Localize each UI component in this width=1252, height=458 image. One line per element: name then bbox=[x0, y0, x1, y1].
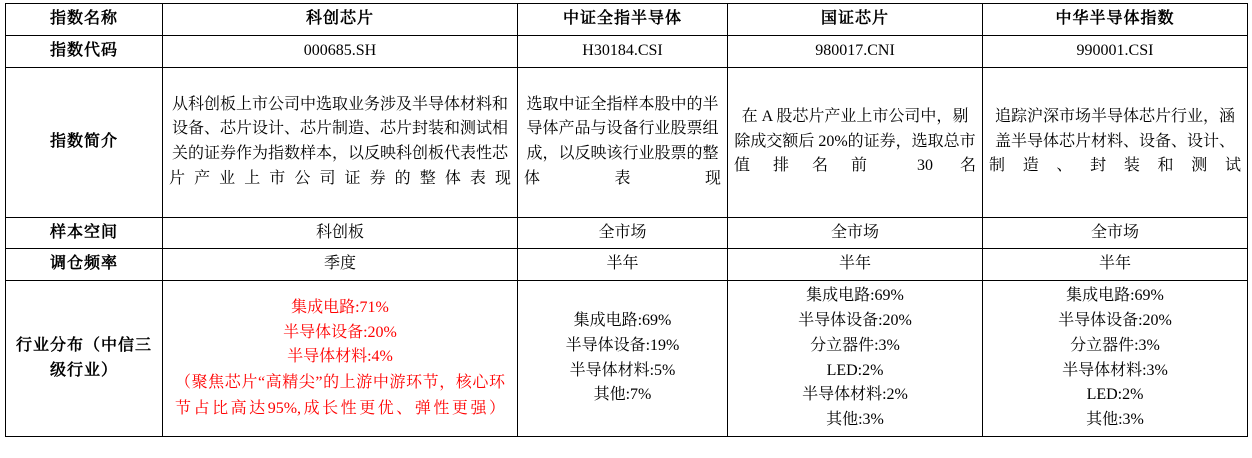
cell-sample-space-3: 全市场 bbox=[728, 217, 983, 249]
header-cell-cni-chip: 国证芯片 bbox=[728, 4, 983, 36]
dist-item: 半导体材料:5% bbox=[569, 361, 676, 379]
table-row-sample-space bbox=[6, 217, 1248, 249]
cell-index-intro-1: 从科创板上市公司中选取业务涉及半导体材料和设备、芯片设计、芯片制造、芯片封装和测试相关的证券作为指数样本，以反映科创板代表性芯片产业上市公司证券的整体表现 bbox=[163, 67, 518, 217]
dist-item: 其他:7% bbox=[593, 386, 652, 404]
dist-item: LED:2% bbox=[826, 361, 884, 379]
dist-item: 半导体设备:20% bbox=[1058, 311, 1172, 329]
dist-item: LED:2% bbox=[1086, 386, 1144, 404]
dist-item: 分立器件:3% bbox=[810, 336, 900, 354]
cell-sample-space-1: 科创板 bbox=[163, 217, 518, 249]
cell-sample-space-2: 全市场 bbox=[518, 217, 728, 249]
cell-rebalance-4: 半年 bbox=[983, 249, 1248, 281]
header-cell-china-semiconductor: 中华半导体指数 bbox=[983, 4, 1248, 36]
dist-item: 其他:3% bbox=[826, 411, 884, 429]
dist-item: 分立器件:3% bbox=[1070, 336, 1160, 354]
cell-index-code-4: 990001.CSI bbox=[983, 35, 1248, 67]
cell-index-code-1: 000685.SH bbox=[163, 35, 518, 67]
dist-item: 集成电路:69% bbox=[573, 311, 672, 329]
dist-item: 半导体材料:2% bbox=[802, 386, 908, 404]
dist-item: 半导体设备:20% bbox=[798, 311, 912, 329]
row-label-index-intro: 指数简介 bbox=[6, 67, 163, 217]
dist-item: 集成电路:69% bbox=[806, 287, 904, 305]
header-cell-csi-semiconductor: 中证全指半导体 bbox=[518, 4, 728, 36]
table-row-industry-distribution bbox=[6, 281, 1248, 437]
cell-index-code-3: 980017.CNI bbox=[728, 35, 983, 67]
dist-highlight-note: （聚焦芯片“高精尖”的上游中游环节，核心环节占比高达95%,成长性更优、弹性更强） bbox=[175, 374, 505, 417]
dist-item: 集成电路:69% bbox=[1066, 287, 1164, 305]
table-row-rebalance-frequency bbox=[6, 249, 1248, 281]
cell-rebalance-1: 季度 bbox=[163, 249, 518, 281]
cell-rebalance-3: 半年 bbox=[728, 249, 983, 281]
cell-index-code-2: H30184.CSI bbox=[518, 35, 728, 67]
dist-item: 其他:3% bbox=[1086, 411, 1144, 429]
dist-item: 集成电路:71% bbox=[291, 298, 389, 316]
header-cell-index-name: 指数名称 bbox=[6, 4, 163, 36]
dist-item: 半导体材料:4% bbox=[287, 348, 393, 366]
cell-sample-space-4: 全市场 bbox=[983, 217, 1248, 249]
cell-industry-distribution-2 bbox=[518, 281, 728, 437]
row-label-industry-distribution: 行业分布（中信三级行业） bbox=[6, 281, 163, 437]
cell-index-intro-2: 选取中证全指样本股中的半导体产品与设备行业股票组成，以反映该行业股票的整体表现 bbox=[518, 67, 728, 217]
row-label-index-code: 指数代码 bbox=[6, 35, 163, 67]
header-cell-kechuang-chip: 科创芯片 bbox=[163, 4, 518, 36]
dist-item: 半导体材料:3% bbox=[1062, 361, 1168, 379]
row-label-sample-space: 样本空间 bbox=[6, 217, 163, 249]
table-row-index-intro bbox=[6, 67, 1248, 217]
cell-industry-distribution-1 bbox=[163, 281, 518, 437]
cell-rebalance-2: 半年 bbox=[518, 249, 728, 281]
cell-industry-distribution-4 bbox=[983, 281, 1248, 437]
index-comparison-table bbox=[5, 3, 1248, 437]
cell-industry-distribution-3 bbox=[728, 281, 983, 437]
table-row-index-code bbox=[6, 35, 1248, 67]
cell-index-intro-4: 追踪沪深市场半导体芯片行业，涵盖半导体芯片材料、设备、设计、制造、封装和测试 bbox=[983, 67, 1248, 217]
row-label-rebalance-frequency: 调仓频率 bbox=[6, 249, 163, 281]
dist-item: 半导体设备:19% bbox=[565, 336, 680, 354]
table-header-row bbox=[6, 4, 1248, 36]
dist-item: 半导体设备:20% bbox=[283, 323, 397, 341]
cell-index-intro-3: 在 A 股芯片产业上市公司中，剔除成交额后 20%的证券，选取总市值排名前 30 名 bbox=[728, 67, 983, 217]
